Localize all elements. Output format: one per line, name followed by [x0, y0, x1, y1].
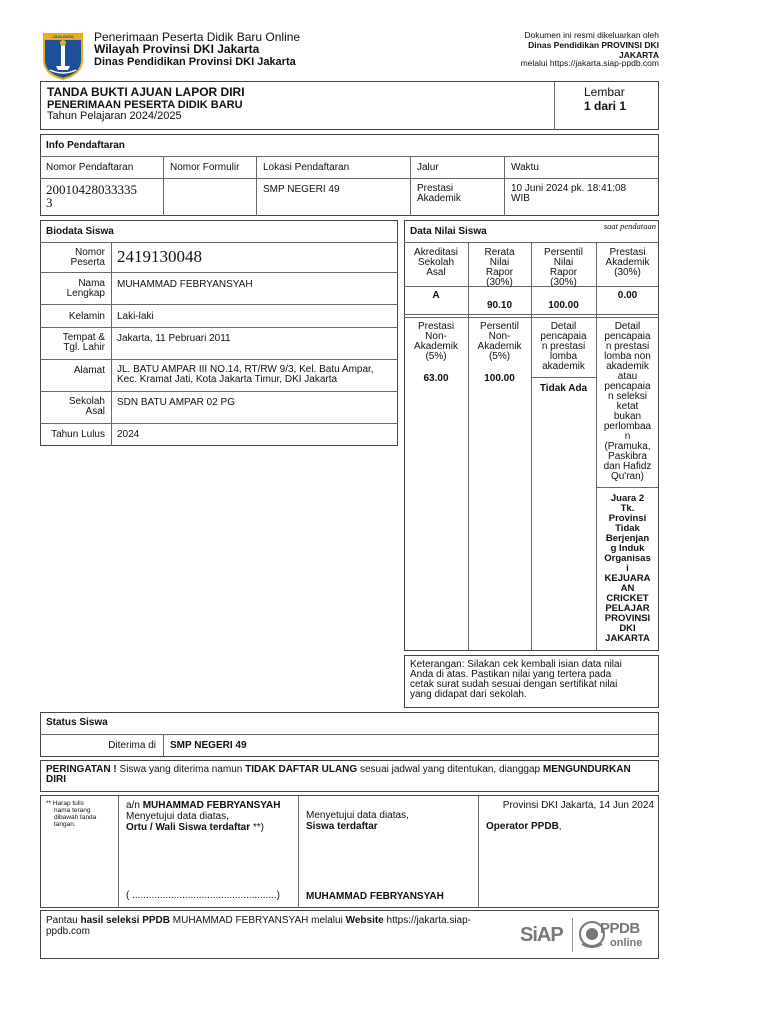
bio-l-ttl-line2: Tgl. Lahir	[63, 342, 105, 353]
title-year: Tahun Pelajaran 2024/2025	[47, 110, 182, 122]
info-v-jalur	[417, 184, 461, 204]
nilai-h-persentil-non-line2: Non-	[488, 331, 511, 342]
nilai-h-detail-non-line16: Qu'ran)	[610, 471, 645, 482]
keterangan-line2: Anda di atas. Pastikan nilai yang tertera pada	[410, 669, 612, 680]
sign-op-label-text: Operator PPDB	[486, 821, 559, 832]
nilai-h-detail-non-line7: pencapaia	[604, 381, 651, 392]
nilai-v8-line6: g Induk	[610, 543, 645, 554]
nilai-v8-line3: Provinsi	[608, 513, 647, 524]
sign-op-place: Provinsi DKI Jakarta, 14 Jun 2024	[502, 800, 654, 811]
bio-v-alamat-line2: Kec. Kramat Jati, Kota Jakarta Timur, DKI Jakarta	[117, 374, 338, 385]
footer-p4: Website	[345, 915, 384, 926]
nilai-h-detail-non-line10: bukan	[613, 411, 642, 422]
bio-l-ttl	[42, 333, 105, 353]
sign-op-label	[486, 821, 562, 833]
bio-l-nomor	[42, 248, 105, 268]
nilai-h-detail-akademik	[531, 322, 596, 372]
sign-siswa-line2: Siswa terdaftar	[306, 821, 378, 832]
bio-l-nama-line1: Nama	[78, 278, 105, 289]
title-main: TANDA BUKTI AJUAN LAPOR DIRI	[47, 85, 245, 99]
nilai-h-rerata-line1: Rerata	[484, 247, 515, 258]
header-line2: Wilayah Provinsi DKI Jakarta	[94, 42, 260, 56]
nilai-h-prestasi-akademik-line2: Akademik	[605, 257, 650, 268]
warning-part4: sesuai jadwal yang ditentukan, dianggap	[357, 764, 543, 775]
info-v-waktu-line1: 10 Juni 2024 pk. 18:41:08	[511, 183, 627, 194]
nilai-v8-line10: AN	[620, 583, 635, 594]
nilai-h-detail-non-line2: pencapaia	[604, 331, 651, 342]
nilai-v-rerata: 90.10	[486, 300, 513, 311]
nilai-h-detail-non-line6: atau	[617, 371, 638, 382]
nilai-h-detail-non-akademik	[596, 322, 659, 482]
nilai-h-prestasi-non-line2: Non-	[425, 331, 447, 342]
info-title: Info Pendaftaran	[46, 140, 125, 151]
nilai-v-prestasi-non: 63.00	[423, 373, 449, 384]
bio-l-ttl-line1: Tempat &	[62, 332, 105, 343]
nilai-h-detail-non-line11: perlombaa	[603, 421, 652, 432]
sign-ortu-line3: Ortu / Wali Siswa terdaftar	[126, 822, 251, 833]
lembar-value: 1 dari 1	[584, 99, 627, 113]
nilai-h-detail-akademik-line5: akademik	[542, 361, 585, 372]
sign-ortu	[126, 800, 280, 833]
keterangan-line3: cetak surat sudah sesuai dengan sertifikat nilai	[410, 679, 618, 690]
title-sub: PENERIMAAN PESERTA DIDIK BARU	[47, 99, 243, 111]
footer-p3: MUHAMMAD FEBRYANSYAH melalui	[169, 915, 346, 926]
nilai-v8-line9: KEJUARA	[604, 573, 651, 584]
nilai-v-detail-non-akademik	[596, 494, 659, 644]
nilai-h-akreditasi-line1: Akreditasi	[414, 247, 458, 258]
warning-title: PERINGATAN !	[46, 764, 117, 775]
nilai-h-detail-non-line3: n prestasi	[605, 341, 650, 352]
header-right1: Dokumen ini resmi dikeluarkan oleh	[524, 30, 659, 40]
sign-ortu-name: MUHAMMAD FEBRYANSYAH	[142, 800, 281, 811]
sign-note-line1: ** Harap tulis	[46, 800, 84, 807]
nilai-v-akreditasi: A	[432, 290, 440, 301]
lembar-label: Lembar	[584, 85, 625, 99]
nilai-h-persentil-non-line1: Persentil	[480, 321, 519, 332]
bio-v-sekolah: SDN BATU AMPAR 02 PG	[117, 397, 235, 408]
nilai-h-akreditasi	[404, 248, 468, 278]
bio-l-nomor-line2: Peserta	[70, 257, 105, 268]
bio-v-nama: MUHAMMAD FEBRYANSYAH	[117, 279, 253, 290]
footer-p6: ppdb.com	[46, 926, 90, 937]
ppdb-online-logo	[578, 918, 648, 952]
nilai-h-persentil	[531, 248, 596, 288]
warning-part2: Siswa yang diterima namun	[116, 764, 246, 775]
nilai-v8-line13: PROVINSI	[604, 613, 651, 624]
footer-p5: https://jakarta.siap-	[383, 915, 472, 926]
nilai-h-persentil-non-line3: Akademik	[477, 341, 522, 352]
nilai-h-detail-non-line8: n seleksi	[608, 391, 647, 402]
info-h-lokasi: Lokasi Pendaftaran	[263, 162, 350, 173]
keterangan-line1: Keterangan: Silakan cek kembali isian data nilai	[410, 659, 622, 670]
status-value: SMP NEGERI 49	[170, 740, 247, 751]
bio-v-ttl: Jakarta, 11 Pebruari 2011	[117, 333, 231, 344]
info-v-jalur-line1: Prestasi	[417, 183, 454, 194]
nilai-h-persentil-line4: (30%)	[550, 277, 577, 288]
info-h-formulir: Nomor Formulir	[170, 162, 240, 173]
footer-text	[46, 915, 506, 937]
header-right3: melalui https://jakarta.siap-ppdb.com	[520, 58, 659, 68]
bio-l-sekolah-line2: Asal	[85, 406, 105, 417]
header-right2: Dinas Pendidikan PROVINSI DKI JAKARTA	[528, 40, 659, 60]
nilai-h-detail-non-line15: dan Hafidz	[603, 461, 652, 472]
nilai-v-detail-akademik: Tidak Ada	[539, 383, 588, 394]
sign-op-comma: ,	[558, 821, 562, 832]
nilai-v8-line15: JAKARTA	[605, 633, 650, 644]
sign-ortu-an: a/n	[126, 800, 143, 811]
nilai-h-persentil-line1: Persentil	[544, 247, 583, 258]
biodata-title: Biodata Siswa	[46, 226, 114, 237]
bio-l-sekolah-line1: Sekolah	[68, 396, 105, 407]
status-title: Status Siswa	[46, 717, 108, 728]
header-line3: Dinas Pendidikan Provinsi DKI Jakarta	[94, 56, 296, 68]
bio-l-alamat: Alamat	[73, 365, 105, 376]
sign-ortu-line2: Menyetujui data diatas,	[126, 811, 229, 822]
ppdb-logo-text: PPDB	[600, 920, 640, 937]
siap-logo	[520, 920, 568, 950]
bio-l-sekolah	[42, 397, 105, 417]
nilai-h-prestasi-akademik	[596, 248, 659, 278]
sign-ortu-line3b: **)	[250, 822, 265, 833]
info-v-waktu	[511, 184, 626, 204]
status-label: Diterima di	[108, 740, 156, 751]
nilai-h-persentil-non	[468, 322, 531, 362]
nilai-v8-line2: Tk.	[620, 503, 635, 514]
sign-note-line2: nama terang	[54, 807, 91, 814]
nilai-h-detail-non-line5: akademik	[606, 361, 649, 372]
bio-v-kelamin: Laki-laki	[117, 311, 154, 322]
sign-siswa	[306, 810, 409, 832]
nilai-h-rerata-line3: Rapor	[485, 267, 514, 278]
info-h-waktu: Waktu	[511, 162, 539, 173]
sign-siswa-name: MUHAMMAD FEBRYANSYAH	[306, 891, 444, 902]
nilai-h-persentil-line3: Rapor	[549, 267, 578, 278]
info-v-lokasi: SMP NEGERI 49	[263, 184, 340, 195]
nilai-v8-line14: DKI	[619, 623, 636, 634]
header-line1: Penerimaan Peserta Didik Baru Online	[94, 30, 301, 44]
nilai-title: Data Nilai Siswa	[410, 226, 487, 237]
sign-note	[46, 800, 96, 828]
info-v-jalur-line2: Akademik	[417, 193, 461, 204]
info-v-waktu-line2: WIB	[511, 193, 530, 204]
keterangan-line4: yang didapat dari sekolah.	[410, 689, 527, 700]
bio-v-nomor: 2419130048	[117, 247, 202, 266]
sign-note-line4: tangan.	[54, 821, 76, 828]
nilai-h-detail-akademik-line3: n prestasi	[541, 341, 586, 352]
bio-v-lulus: 2024	[117, 429, 140, 440]
nilai-h-detail-akademik-line2: pencapaia	[540, 331, 587, 342]
info-v-nomor-line2: 3	[46, 195, 53, 210]
nilai-h-rerata-line2: Nilai	[489, 257, 510, 268]
nilai-h-rerata-line4: (30%)	[486, 277, 513, 288]
nilai-h-detail-non-line9: ketat	[616, 401, 639, 412]
nilai-h-detail-akademik-line4: lomba	[549, 351, 578, 362]
warning-part3: TIDAK DAFTAR ULANG	[245, 764, 358, 775]
nilai-h-rerata	[468, 248, 531, 288]
nilai-v8-line1: Juara 2	[610, 493, 645, 504]
footer-p2: hasil seleksi PPDB	[80, 915, 170, 926]
bio-l-lulus: Tahun Lulus	[51, 429, 105, 440]
nilai-h-detail-non-line12: n	[624, 431, 631, 442]
bio-l-nama	[42, 279, 105, 299]
nilai-h-prestasi-akademik-line3: (30%)	[614, 267, 641, 278]
nilai-v8-line7: Organisas	[604, 553, 651, 564]
nilai-h-persentil-non-line4: (5%)	[488, 351, 511, 362]
info-h-jalur: Jalur	[417, 162, 439, 173]
nilai-h-detail-non-line1: Detail	[614, 321, 641, 332]
nilai-h-prestasi-non-line3: Akademik	[414, 341, 458, 352]
nilai-h-prestasi-non	[404, 322, 468, 362]
nilai-v8-line5: Berjenjan	[605, 533, 650, 544]
bio-l-kelamin: Kelamin	[68, 311, 105, 322]
nilai-h-akreditasi-line3: Asal	[426, 267, 446, 278]
nilai-h-detail-non-line14: Paskibra	[608, 451, 647, 462]
nilai-h-prestasi-non-line4: (5%)	[425, 351, 447, 362]
nilai-v8-line12: PELAJAR	[605, 603, 650, 614]
info-v-nomor-line1: 20010428033335	[46, 182, 137, 197]
warning-part5: MENGUNDURKAN	[542, 764, 631, 775]
nilai-h-detail-akademik-line1: Detail	[550, 321, 577, 332]
keterangan-text	[410, 660, 622, 700]
sign-ortu-blank: ( ....................................................)	[126, 890, 280, 901]
info-h-nomor: Nomor Pendaftaran	[46, 162, 134, 173]
sign-note-line3: dibawah tanda	[54, 814, 97, 821]
bio-v-alamat	[117, 365, 374, 385]
nilai-v-persentil: 100.00	[548, 300, 579, 311]
nilai-h-detail-non-line4: lomba non	[604, 351, 651, 362]
bio-l-nama-line2: Lengkap	[66, 288, 105, 299]
ppdb-online-text: online	[610, 937, 643, 949]
nilai-v8-line4: Tidak	[615, 523, 640, 534]
logo-banner: JAYA RAYA	[52, 34, 74, 39]
nilai-v-persentil-non: 100.00	[484, 373, 515, 384]
bio-v-alamat-line1: JL. BATU AMPAR III NO.14, RT/RW 9/3, Kel. Batu Ampar,	[117, 364, 374, 375]
dki-logo	[42, 30, 84, 80]
siap-logo-text: SiAP	[520, 924, 563, 946]
nilai-v8-line8: i	[626, 563, 629, 574]
nilai-h-prestasi-akademik-line1: Prestasi	[609, 247, 646, 258]
sign-siswa-line1: Menyetujui data diatas,	[306, 810, 409, 821]
nilai-v-prestasi-akademik: 0.00	[617, 290, 638, 301]
nilai-v8-line11: CRICKET	[606, 593, 649, 604]
nilai-h-detail-non-line13: (Pramuka,	[604, 441, 651, 452]
nilai-note: saat pendataan	[603, 221, 656, 231]
info-v-nomor	[46, 183, 137, 209]
nilai-h-prestasi-non-line1: Prestasi	[417, 321, 455, 332]
warning-part6: DIRI	[46, 774, 66, 785]
footer-p1: Pantau	[46, 915, 81, 926]
bio-l-nomor-line1: Nomor	[74, 247, 105, 258]
nilai-h-persentil-line2: Nilai	[553, 257, 574, 268]
nilai-h-akreditasi-line2: Sekolah	[417, 257, 455, 268]
warning-text	[46, 765, 656, 785]
